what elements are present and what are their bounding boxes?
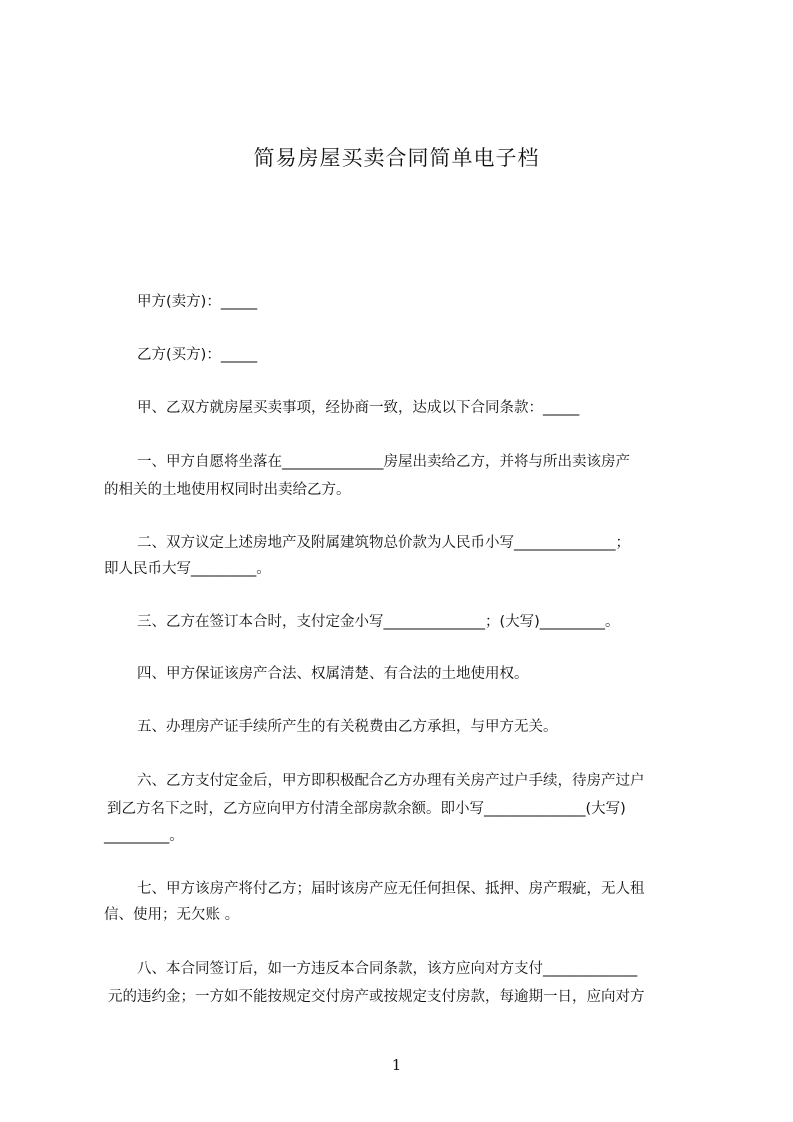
party-a-line: 甲方(卖方)：_____: [137, 294, 258, 310]
clause-7-line-2: 信、使用；无欠账 。: [104, 907, 240, 923]
clause-2-line-2: 即人民币大写_________。: [104, 561, 271, 577]
preamble-line: 甲、乙双方就房屋买卖事项，经协商一致，达成以下合同条款：_____: [137, 400, 580, 416]
clause-7-line-1: 七、甲方该房产将付乙方；届时该房产应无任何担保、抵押、房产瑕疵，无人租: [137, 881, 645, 897]
clause-4-line: 四、甲方保证该房产合法、权属清楚、有合法的土地使用权。: [137, 666, 529, 682]
document-title: 简易房屋买卖合同简单电子档: [253, 146, 540, 170]
clause-1-line-1: 一、甲方自愿将坐落在______________房屋出卖给乙方，并将与所出卖该房产: [137, 454, 630, 470]
clause-6-line-2: 到乙方名下之时，乙方应向甲方付清全部房款余额。即小写______________(大写): [107, 801, 626, 817]
clause-2-line-1: 二、双方议定上述房地产及附属建筑物总价款为人民币小写______________；: [137, 535, 630, 551]
clause-6-line-1: 六、乙方支付定金后，甲方即积极配合乙方办理有关房产过户手续，待房产过户: [137, 773, 645, 789]
page-number: 1: [391, 1056, 402, 1074]
party-b-line: 乙方(买方)：_____: [137, 347, 258, 363]
clause-3-line: 三、乙方在签订本合时，支付定金小写______________；(大写)_________。: [137, 614, 620, 630]
clause-5-line: 五、办理房产证手续所产生的有关税费由乙方承担，与甲方无关。: [137, 719, 558, 735]
clause-8-line-1: 八、本合同签订后，如一方违反本合同条款，该方应向对方支付_____________: [137, 961, 638, 977]
clause-1-line-2: 的相关的土地使用权同时出卖给乙方。: [104, 482, 351, 498]
clause-8-line-2: 元的违约金；一方如不能按规定交付房产或按规定支付房款，每逾期一日，应向对方: [108, 989, 645, 1005]
clause-6-line-3: _________。: [104, 828, 184, 844]
